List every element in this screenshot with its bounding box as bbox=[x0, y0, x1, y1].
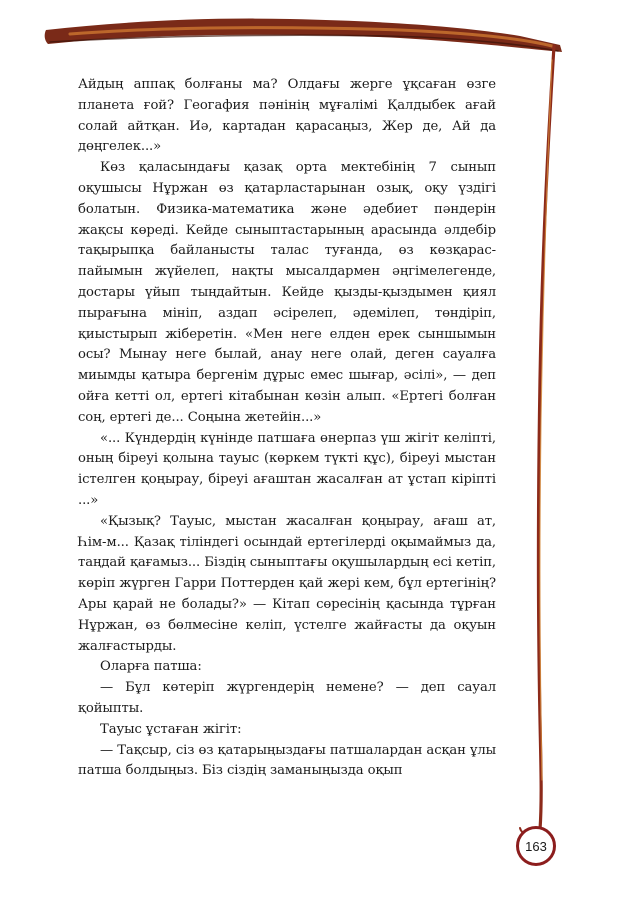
body-text bbox=[78, 75, 496, 782]
paragraph-5: Оларға патша: bbox=[100, 659, 202, 675]
paragraph-3: «... Күндердің күнінде патшаға өнерпаз үш жігіт келіпті, оның біреуі қолына тауыс (көркем түкті құс), біреуі мыстан істелген қоңырау, біреуі ағаштан жасалған ат ұстап кіріпті ...» bbox=[78, 430, 496, 508]
paragraph-2: Көз қаласындағы қазақ орта мектебінің 7 сынып оқушысы Нұржан өз қатарластарынан озық, оқу үздігі болатын. Физика-математика және әдебиет пәндерін жақсы көреді. Кейде сыныптастарының арасында әлдебір тақырыпқа байланысты талас туғанда, өз көзқарас-пайымын жүйелеп, нақты мысалдармен әңгімелегенде, достары үйып тыңдайтын. Кейде қызды-қыздымен қиял пырағына мініп, аздап әсірелеп, әдемілеп, төндіріп, қиыстырып жіберетін. «Мен неге елден ерек сыншымын осы? Мынау неге былай, анау неге олай, деген сауалға миымды қатыра бергенім дұрыс емес шығар, әсілі», — деп ойға кетті ол, ертегі кітабынан көзін алып. «Ертегі болған соң, ертегі де... Соңына жетейін...» bbox=[78, 160, 496, 425]
paragraph-1: Айдың аппақ болғаны ма? Олдағы жерге ұқсаған өзге планета ғой? Геогафия пәнінің мұғалімі Қалдыбек ағай солай айтқан. Иә, картадан қарасаңыз, Жер де, Ай да дөңгелек...» bbox=[78, 77, 496, 155]
paragraph-8: — Тақсыр, сіз өз қатарыңыздағы патшалардан асқан ұлы патша болдыңыз. Біз сіздің заманыңызда оқып bbox=[78, 742, 496, 779]
paragraph-7: Тауыс ұстаған жігіт: bbox=[100, 721, 242, 737]
page-number: 163 bbox=[516, 826, 556, 866]
paragraph-6: — Бұл көтеріп жүргендерің немене? — деп сауал қойыпты. bbox=[78, 680, 496, 716]
paragraph-4: «Қызық? Тауыс, мыстан жасалған қоңырау, ағаш ат, Һім-м... Қазақ тіліндегі осындай ертегілерді оқымаймыз да, таңдай қағамыз... Біздің сыныптағы оқушылардың есі кетіп, көріп жүрген Гарри Поттерден қай жері кем, бұл ертегінің? Ары қарай не болады?» — Кітап сөресінің қасында тұрған Нұржан, өз бөлмесіне келіп, үстелге жайғасты да оқуын жалғастырды. bbox=[78, 513, 496, 654]
